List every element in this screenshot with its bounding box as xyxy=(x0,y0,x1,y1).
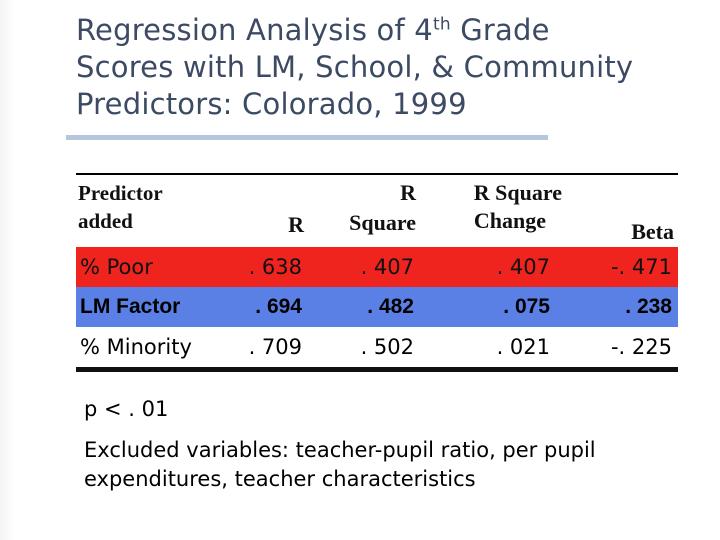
left-decorative-bar xyxy=(0,0,14,540)
cell-predictor: % Poor xyxy=(76,247,226,287)
cell-r-square: . 407 xyxy=(308,247,420,287)
cell-beta: -. 471 xyxy=(566,247,678,287)
title-superscript: th xyxy=(432,14,451,35)
table-row-poor xyxy=(76,247,678,287)
title-line-3: Predictors: Colorado, 1999 xyxy=(76,87,467,121)
header-r xyxy=(226,174,308,247)
cell-r: . 709 xyxy=(226,327,308,370)
header-beta: Beta xyxy=(631,219,674,244)
title-underline xyxy=(66,135,548,140)
cell-r-square-change: . 407 xyxy=(420,247,566,287)
header-r-square-change xyxy=(420,174,566,247)
header-r-text: R xyxy=(288,212,304,237)
cell-r: . 638 xyxy=(226,247,308,287)
regression-table xyxy=(76,173,678,372)
header-predictor-line-2: added xyxy=(78,209,133,233)
table-row-lm-factor xyxy=(76,287,678,327)
header-predictor-line-1: Predictor xyxy=(78,181,163,205)
title-line-1-text: Regression Analysis of 4 xyxy=(76,13,433,47)
cell-r: . 694 xyxy=(226,287,308,327)
cell-beta: . 238 xyxy=(566,287,678,327)
header-r-square-line-2: Square xyxy=(349,210,416,235)
header-r-square-change-line-1: R Square xyxy=(473,180,562,205)
title-line-1-end: Grade xyxy=(450,13,550,47)
header-r-square-change-line-2: Change xyxy=(473,208,546,233)
cell-r-square: . 502 xyxy=(308,327,420,370)
header-r-square xyxy=(308,174,420,247)
page-title xyxy=(76,12,706,123)
table-row-minority xyxy=(76,327,678,370)
table-header-row xyxy=(76,174,678,247)
cell-r-square: . 482 xyxy=(308,287,420,327)
header-predictor xyxy=(76,174,226,247)
significance-note: p < . 01 xyxy=(84,397,169,421)
title-line-2: Scores with LM, School, & Community xyxy=(76,50,634,84)
title-line-1 xyxy=(76,12,706,49)
header-r-square-line-1: R xyxy=(400,180,416,205)
cell-r-square-change: . 021 xyxy=(420,327,566,370)
cell-beta: -. 225 xyxy=(566,327,678,370)
excluded-variables-note: Excluded variables: teacher-pupil ratio, per pupil expenditures, teacher characteristics xyxy=(84,438,596,491)
cell-predictor: LM Factor xyxy=(76,287,226,327)
cell-r-square-change: . 075 xyxy=(420,287,566,327)
cell-predictor: % Minority xyxy=(76,327,226,370)
